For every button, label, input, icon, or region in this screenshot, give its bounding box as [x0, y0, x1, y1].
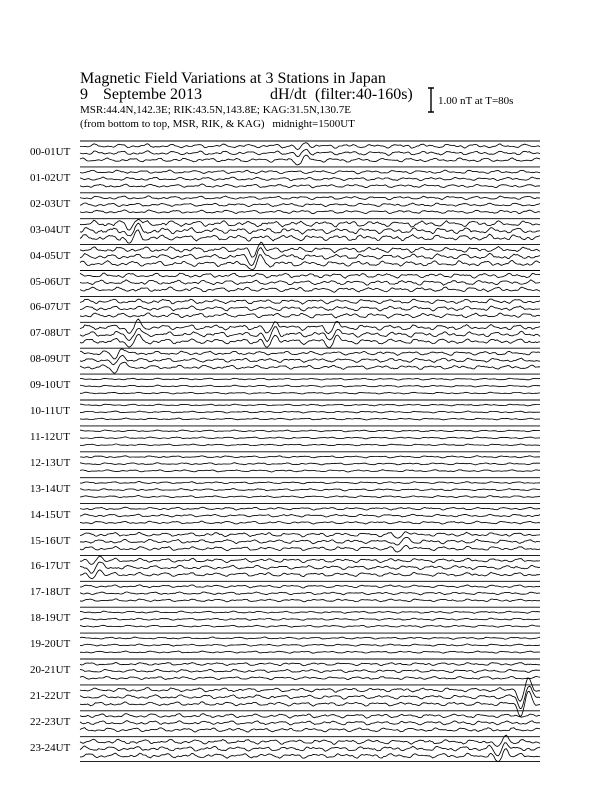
hour-label: 01-02UT: [30, 171, 71, 184]
trace-msr: [80, 362, 540, 373]
trace-rik: [80, 280, 540, 285]
trace-rik: [80, 177, 540, 181]
hour-label: 20-21UT: [30, 664, 71, 676]
chart-year: 2013: [170, 86, 202, 103]
trace-rik: [80, 385, 540, 387]
trace-rik: [80, 644, 540, 646]
trace-rik: [80, 721, 540, 725]
trace-kag: [80, 273, 540, 278]
trace-msr: [80, 287, 540, 292]
hour-label: 03-04UT: [30, 223, 71, 236]
trace-rik: [80, 306, 540, 311]
hour-label: 13-14UT: [30, 482, 71, 495]
trace-rik: [80, 248, 540, 266]
trace-msr: [80, 334, 540, 347]
trace-kag: [80, 456, 540, 458]
trace-msr: [80, 496, 540, 498]
hour-label: 08-09UT: [30, 353, 71, 366]
trace-rik: [80, 537, 540, 545]
trace-msr: [80, 728, 540, 733]
trace-kag: [80, 507, 540, 510]
trace-rik: [80, 355, 540, 364]
trace-rik: [80, 463, 540, 465]
trace-rik: [80, 489, 540, 491]
trace-msr: [80, 313, 540, 318]
hour-label: 16-17UT: [30, 560, 71, 573]
trace-msr: [80, 599, 540, 602]
hour-label: 15-16UT: [30, 534, 71, 547]
hour-label: 09-10UT: [30, 379, 71, 392]
trace-kag: [80, 219, 540, 230]
trace-kag: [80, 170, 540, 174]
trace-kag: [80, 532, 540, 539]
hour-label: 05-06UT: [30, 275, 71, 288]
chart-quantity: dH/dt: [270, 86, 307, 103]
trace-kag: [80, 482, 540, 484]
trace-msr: [80, 521, 540, 524]
hour-label: 22-23UT: [30, 715, 71, 728]
trace-rik: [80, 669, 540, 673]
trace-rik: [80, 223, 540, 236]
midnight-label: midnight=1500UT: [272, 118, 355, 130]
chart-title: Magnetic Field Variations at 3 Stations in Japan: [80, 70, 386, 87]
hour-label: 04-05UT: [30, 249, 71, 262]
hour-label: 07-08UT: [30, 327, 71, 340]
chart-month: Septembe: [103, 86, 167, 103]
hour-label: 19-20UT: [30, 638, 71, 651]
trace-kag: [80, 349, 540, 359]
trace-rik: [80, 437, 540, 439]
stations-info: MSR:44.4N,142.3E; RIK:43.5N,143.8E; KAG:31.5N,130.7E: [80, 104, 352, 116]
trace-kag: [80, 404, 540, 406]
trace-msr: [80, 418, 540, 420]
scale-bar-label: 1.00 nT at T=80s: [438, 95, 514, 107]
trace-msr: [80, 392, 540, 394]
trace-kag: [80, 143, 540, 150]
hour-label: 12-13UT: [30, 456, 71, 469]
hour-label: 23-24UT: [30, 741, 71, 754]
trace-kag: [80, 585, 540, 588]
trace-msr: [80, 749, 540, 762]
trace-msr: [80, 546, 540, 553]
trace-kag: [80, 637, 540, 639]
trace-rik: [80, 514, 540, 517]
trace-kag: [80, 319, 540, 334]
hour-label: 10-11UT: [30, 405, 70, 417]
trace-kag: [80, 196, 540, 200]
trace-msr: [80, 651, 540, 653]
trace-msr: [80, 210, 540, 214]
trace-msr: [80, 444, 540, 446]
trace-rik: [80, 149, 540, 156]
trace-msr: [80, 625, 540, 627]
trace-msr: [80, 184, 540, 188]
trace-rik: [80, 203, 540, 207]
trace-rik: [80, 411, 540, 413]
trace-kag: [80, 299, 540, 304]
trace-kag: [80, 663, 540, 666]
trace-msr: [80, 470, 540, 472]
trace-rik: [80, 327, 540, 342]
hour-label: 14-15UT: [30, 508, 71, 521]
hour-label: 06-07UT: [30, 301, 71, 314]
hour-label: 17-18UT: [30, 586, 71, 599]
trace-msr: [80, 155, 540, 165]
trace-kag: [80, 611, 540, 613]
scale-bar: [428, 88, 434, 112]
order-label: (from bottom to top, MSR, RIK, & KAG): [80, 118, 265, 130]
chart-filter: (filter:40-160s): [315, 86, 413, 103]
trace-kag: [80, 556, 540, 564]
trace-rik: [80, 618, 540, 620]
hour-label: 00-01UT: [30, 146, 71, 158]
trace-msr: [80, 677, 540, 680]
trace-msr: [80, 570, 540, 579]
trace-rik: [80, 743, 540, 756]
chart-day: 9: [80, 86, 88, 103]
trace-kag: [80, 430, 540, 432]
trace-msr: [80, 255, 540, 270]
trace-rik: [80, 592, 540, 595]
hour-label: 02-03UT: [30, 197, 71, 210]
trace-kag: [80, 378, 540, 380]
trace-kag: [80, 714, 540, 719]
trace-rik: [80, 562, 540, 573]
hour-label: 11-12UT: [30, 430, 70, 443]
hour-label: 21-22UT: [30, 689, 71, 702]
hour-label: 18-19UT: [30, 612, 71, 625]
